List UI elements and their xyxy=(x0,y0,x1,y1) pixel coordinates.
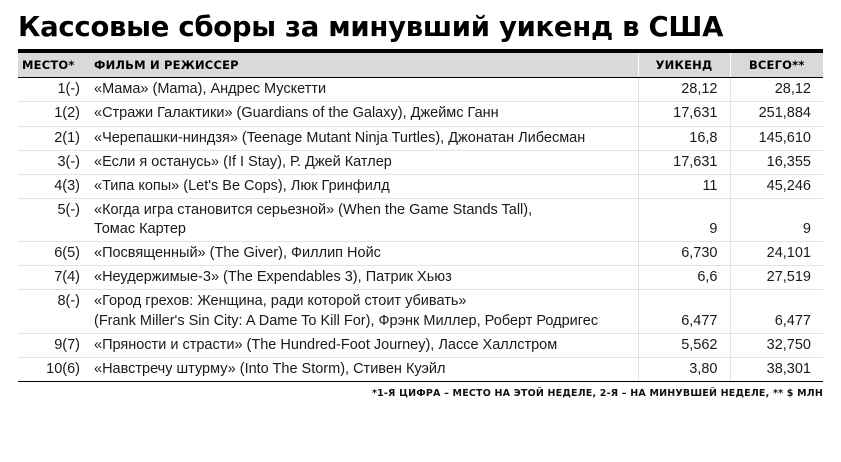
cell-film xyxy=(90,198,638,241)
cell-weekend-gross: 17,631 xyxy=(638,102,730,126)
cell-weekend-gross: 17,631 xyxy=(638,150,730,174)
cell-total-gross: 251,884 xyxy=(730,102,823,126)
cell-place: 7(4) xyxy=(18,266,90,290)
table-row xyxy=(18,150,823,174)
table-row xyxy=(18,357,823,381)
cell-place: 4(3) xyxy=(18,174,90,198)
table-row xyxy=(18,126,823,150)
cell-film xyxy=(90,174,638,198)
page-title: Кассовые сборы за минувший уикенд в США xyxy=(18,11,724,43)
column-header-place: МЕСТО* xyxy=(18,53,90,78)
cell-total-gross: 28,12 xyxy=(730,78,823,102)
table-row xyxy=(18,198,823,241)
cell-film xyxy=(90,78,638,102)
cell-weekend-gross: 5,562 xyxy=(638,333,730,357)
cell-weekend-gross: 11 xyxy=(638,174,730,198)
cell-weekend-gross: 9 xyxy=(638,198,730,241)
cell-weekend-gross: 28,12 xyxy=(638,78,730,102)
cell-weekend-gross: 16,8 xyxy=(638,126,730,150)
cell-place: 3(-) xyxy=(18,150,90,174)
film-title-line: «Типа копы» (Let's Be Cops), Люк Гринфилд xyxy=(94,177,390,194)
cell-weekend-gross: 6,6 xyxy=(638,266,730,290)
cell-total-gross: 24,101 xyxy=(730,242,823,266)
table-header-row xyxy=(18,53,823,78)
film-title-line: «Мама» (Mama), Андрес Мускетти xyxy=(94,81,327,98)
film-title-line-continued: Томас Картер xyxy=(94,221,186,237)
cell-film xyxy=(90,150,638,174)
cell-weekend-gross: 3,80 xyxy=(638,357,730,381)
content-wrapper xyxy=(18,12,823,399)
cell-place: 8(-) xyxy=(18,290,90,333)
cell-film xyxy=(90,126,638,150)
cell-total-gross: 38,301 xyxy=(730,357,823,381)
box-office-table xyxy=(18,52,823,382)
cell-film xyxy=(90,290,638,333)
cell-place: 9(7) xyxy=(18,333,90,357)
column-header-weekend: УИКЕНД xyxy=(638,53,730,78)
cell-film xyxy=(90,266,638,290)
cell-total-gross: 32,750 xyxy=(730,333,823,357)
film-title-line: «Навстречу штурму» (Into The Storm), Стивен Куэйл xyxy=(94,360,446,377)
cell-place: 1(-) xyxy=(18,78,90,102)
column-header-total: ВСЕГО** xyxy=(730,53,823,78)
cell-total-gross: 6,477 xyxy=(730,290,823,333)
cell-total-gross: 16,355 xyxy=(730,150,823,174)
column-header-film: ФИЛЬМ И РЕЖИССЕР xyxy=(90,53,638,78)
cell-total-gross: 45,246 xyxy=(730,174,823,198)
cell-film xyxy=(90,242,638,266)
table-row xyxy=(18,174,823,198)
table-row xyxy=(18,78,823,102)
cell-place: 1(2) xyxy=(18,102,90,126)
film-title-line: «Неудержимые-3» (The Expendables 3), Патрик Хьюз xyxy=(94,269,452,286)
table-footnote: *1-Я ЦИФРА – МЕСТО НА ЭТОЙ НЕДЕЛЕ, 2-Я – НА МИНУВШЕЙ НЕДЕЛЕ, ** $ МЛН xyxy=(371,387,823,399)
cell-film xyxy=(90,357,638,381)
film-title-line: «Когда игра становится серьезной» (When the Game Stands Tall), xyxy=(94,201,533,218)
film-title-line-continued: (Frank Miller's Sin City: A Dame To Kill For), Фрэнк Миллер, Роберт Родригес xyxy=(94,312,599,329)
cell-film xyxy=(90,102,638,126)
cell-total-gross: 27,519 xyxy=(730,266,823,290)
table-header xyxy=(18,53,823,78)
table-row xyxy=(18,102,823,126)
film-title-line: «Посвященный» (The Giver), Филлип Нойс xyxy=(94,245,381,262)
cell-total-gross: 145,610 xyxy=(730,126,823,150)
table-row xyxy=(18,290,823,333)
cell-place: 6(5) xyxy=(18,242,90,266)
cell-weekend-gross: 6,730 xyxy=(638,242,730,266)
film-title-line: «Стражи Галактики» (Guardians of the Galaxy), Джеймс Ганн xyxy=(94,105,499,122)
film-title-line: «Город грехов: Женщина, ради которой стоит убивать» xyxy=(94,293,467,310)
cell-place: 10(6) xyxy=(18,357,90,381)
cell-place: 2(1) xyxy=(18,126,90,150)
cell-weekend-gross: 6,477 xyxy=(638,290,730,333)
table-row xyxy=(18,242,823,266)
film-title-line: «Если я останусь» (If I Stay), Р. Джей Катлер xyxy=(94,153,392,170)
table-row xyxy=(18,266,823,290)
table-body xyxy=(18,78,823,382)
table-row xyxy=(18,333,823,357)
film-title-line: «Пряности и страсти» (The Hundred-Foot Journey), Лассе Халлстром xyxy=(94,336,558,353)
cell-film xyxy=(90,333,638,357)
cell-total-gross: 9 xyxy=(730,198,823,241)
film-title-line: «Черепашки-ниндзя» (Teenage Mutant Ninja Turtles), Джонатан Либесман xyxy=(94,129,586,146)
cell-place: 5(-) xyxy=(18,198,90,241)
